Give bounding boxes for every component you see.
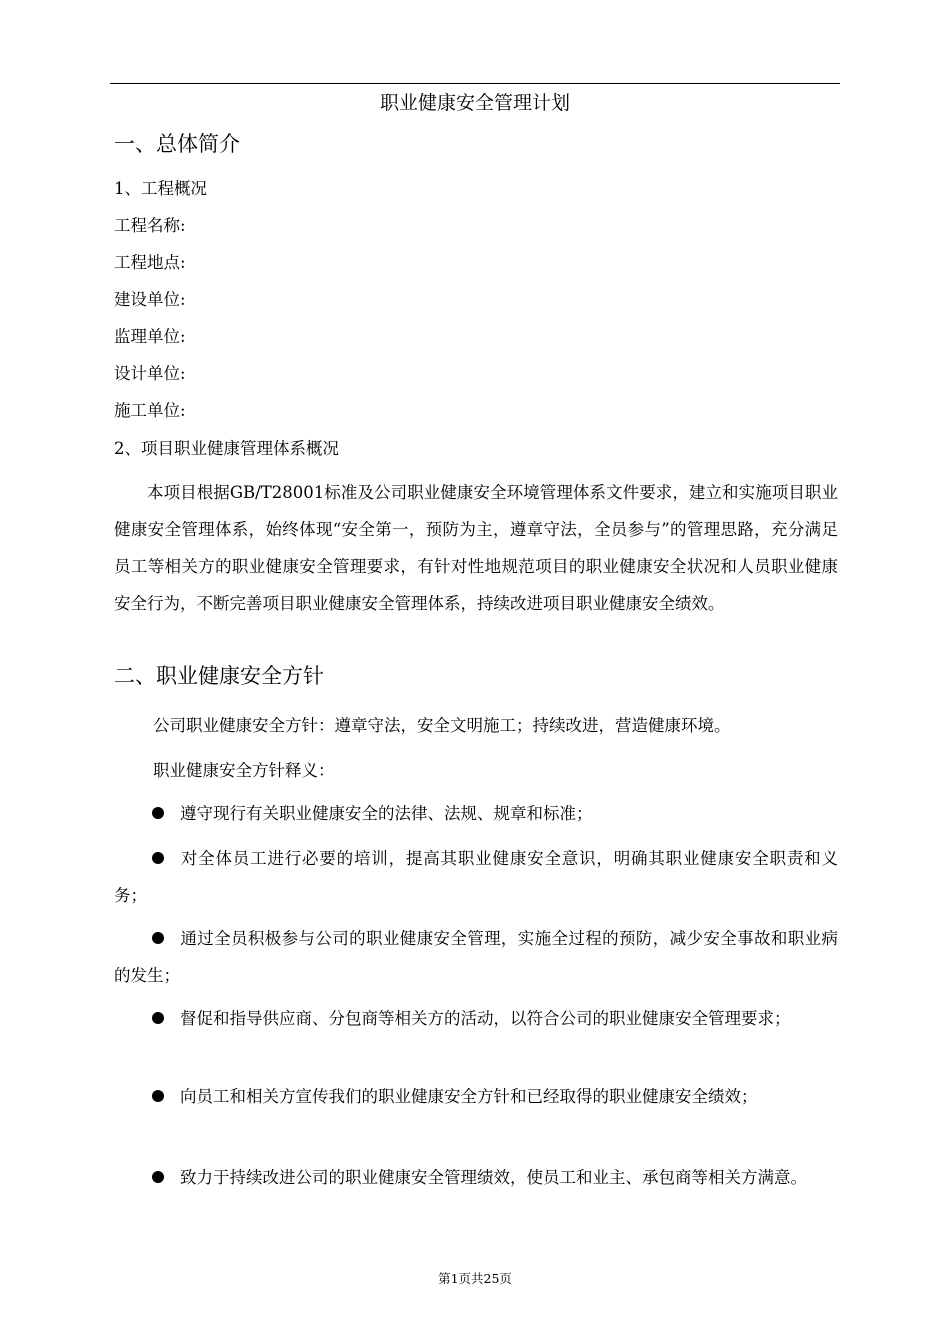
section-heading-overview: 一、总体简介 — [114, 132, 240, 156]
field-owner-unit: 建设单位: — [114, 290, 186, 309]
bullet-icon — [152, 807, 164, 819]
policy-interpretation-label: 职业健康安全方针释义： — [153, 761, 335, 780]
header-rule — [110, 83, 840, 84]
policy-bullet: 遵守现行有关职业健康安全的法律、法规、规章和标准； — [114, 795, 838, 832]
document-title: 职业健康安全管理计划 — [379, 92, 570, 114]
page-number-footer: 第1页共25页 — [438, 1271, 512, 1286]
field-supervision-unit: 监理单位: — [114, 327, 186, 346]
field-design-unit: 设计单位: — [114, 364, 186, 383]
management-system-paragraph: 本项目根据GB/T28001标准及公司职业健康安全环境管理体系文件要求，建立和实施项目职业健康安全管理体系，始终体现“安全第一，预防为主，遵章守法，全员参与”的管理思路，充分满足员工等相关方的职业健康安全管理要求，有针对性地规范项目的职业健康安全状况和人员职业健康安全行为，不断完善项目职业健康安全管理体系，持续改进项目职业健康安全绩效。 — [114, 483, 838, 613]
subheading-management-system: 2、项目职业健康管理体系概况 — [114, 439, 339, 458]
section-heading-policy: 二、职业健康安全方针 — [114, 664, 324, 688]
subheading-project-overview: 1、工程概况 — [114, 179, 207, 198]
bullet-icon — [152, 1012, 164, 1024]
bullet-icon — [152, 932, 164, 944]
policy-bullet: 致力于持续改进公司的职业健康安全管理绩效，使员工和业主、承包商等相关方满意。 — [114, 1159, 838, 1196]
bullet-icon — [152, 852, 164, 864]
field-construction-unit: 施工单位: — [114, 401, 186, 420]
policy-statement: 公司职业健康安全方针：遵章守法，安全文明施工；持续改进，营造健康环境。 — [153, 716, 731, 735]
bullet-icon — [152, 1171, 164, 1183]
field-project-location: 工程地点: — [114, 253, 186, 272]
policy-bullet: 督促和指导供应商、分包商等相关方的活动，以符合公司的职业健康安全管理要求； — [114, 1000, 838, 1037]
field-project-name: 工程名称: — [114, 216, 186, 235]
policy-bullet: 向员工和相关方宣传我们的职业健康安全方针和已经取得的职业健康安全绩效； — [114, 1078, 838, 1115]
policy-bullet: 通过全员积极参与公司的职业健康安全管理，实施全过程的预防，减少安全事故和职业病的发生； — [114, 929, 838, 985]
policy-bullet: 对全体员工进行必要的培训，提高其职业健康安全意识，明确其职业健康安全职责和义务； — [114, 849, 838, 905]
bullet-icon — [152, 1090, 164, 1102]
